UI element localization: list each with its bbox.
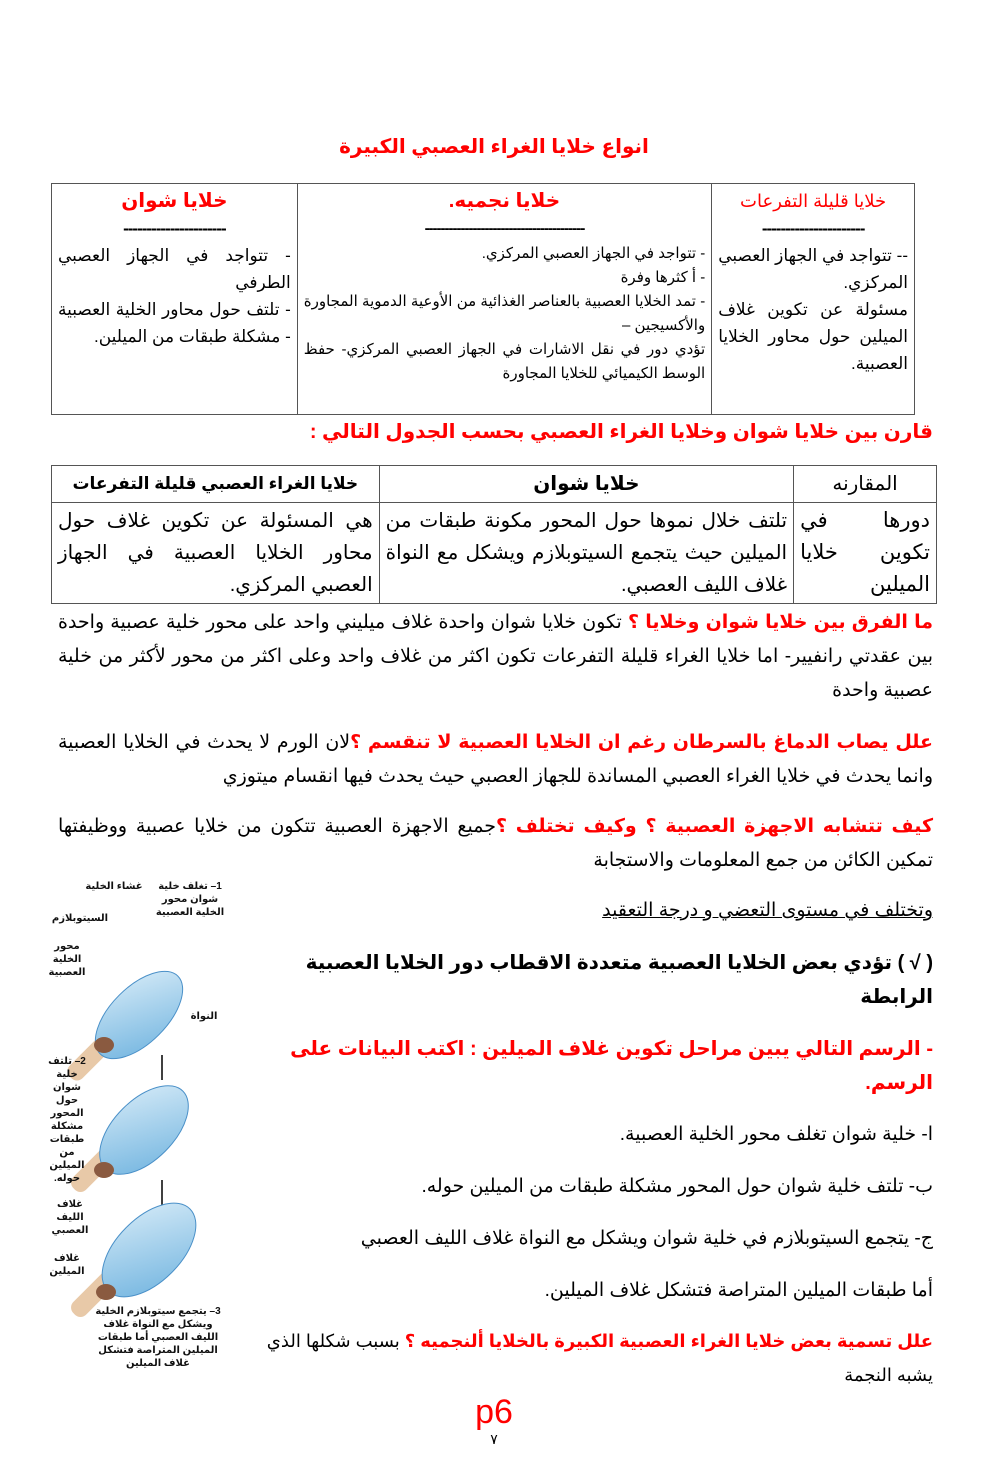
label-step2: 2– تلتف خلية شوان حول المحور مشكلة طبقات من الميلين حوله. xyxy=(48,1056,86,1184)
answer-text: لان الورم لا يحدث في الخلايا العصبية وانما يحدث في خلايا الغراء العصبي المساندة للجهاز العصبي حيث يحدث فيها انقسام ميتوزي xyxy=(58,732,933,787)
label-step3: 3– يتجمع سيتوبلازم الخلية ويشكل مع النواة غلاف الليف العصبي أما طبقات الميلين المتراصة فتشكل غلاف الميلين xyxy=(95,1306,221,1369)
question-2 xyxy=(51,726,937,794)
answer-blank: ---------------------- xyxy=(123,219,226,238)
glia-types-table xyxy=(51,183,915,415)
label-nucleus: النواة xyxy=(190,1011,218,1022)
comparison-table xyxy=(51,465,937,604)
cell-text: - تتواجد في الجهاز العصبي الطرفي xyxy=(58,246,291,292)
step-c: ج- يتجمع السيتوبلازم في خلية شوان ويشكل مع النواة غلاف الليف العصبي xyxy=(360,1228,933,1249)
column-schwann xyxy=(52,184,298,415)
row-label: دورها في تكوين خلايا الميلين xyxy=(794,503,937,604)
cell-text: -- تتواجد في الجهاز العصبي المركزي. xyxy=(718,246,908,292)
document-page xyxy=(48,0,937,1468)
cell-text: مسئولة عن تكوين غلاف الميلين حول محاور الخلايا العصبية. xyxy=(718,300,908,373)
column-oligodendrocytes xyxy=(712,184,915,415)
page-number: ٧ xyxy=(490,1431,498,1447)
page-title: انواع خلايا الغراء العصبي الكبيرة xyxy=(339,136,649,158)
answer-blank: ---------------------- xyxy=(761,219,865,238)
diagram-prompt: - الرسم التالي يبين مراحل تكوين غلاف الميلين : اكتب البيانات على الرسم. xyxy=(290,1038,933,1094)
header-schwann: خلايا شوان xyxy=(379,466,793,503)
column-header: خلايا شوان xyxy=(121,190,228,212)
compare-prompt: قارن بين خلايا شوان وخلايا الغراء العصبي بحسب الجدول التالي : xyxy=(309,421,933,443)
true-statement: ( √ ) تؤدي بعض الخلايا العصبية متعددة الاقطاب دور الخلايا العصبية الرابطة xyxy=(305,952,933,1008)
question-text: كيف تتشابه الاجهزة العصبية ؟ وكيف تختلف ؟ xyxy=(495,816,933,837)
page-mark: p6 xyxy=(475,1393,513,1431)
question-text: ما الفرق بين خلايا شوان وخلايا ؟ xyxy=(628,612,933,633)
step-d: أما طبقات الميلين المتراصة فتشكل غلاف الميلين. xyxy=(544,1280,933,1301)
cell-text: - أ كثرها وفرة xyxy=(620,269,706,286)
column-header: خلايا نجميه. xyxy=(448,190,561,212)
header-comparison: المقارنه xyxy=(794,466,937,503)
label-myelin: غلاف الميلين xyxy=(49,1253,85,1277)
answer-text: جميع الاجهزة العصبية تتكون من خلايا عصبية ووظيفتها تمكين الكائن من جمع المعلومات والاستجابة xyxy=(58,816,933,871)
header-oligodendrocytes: خلايا الغراء العصبي قليلة التفرعات xyxy=(52,466,380,503)
answer-blank: ---------------------------------------- xyxy=(424,220,585,237)
question-text: علل يصاب الدماغ بالسرطان رغم ان الخلايا العصبية لا تنقسم ؟ xyxy=(350,732,934,753)
question-1 xyxy=(51,606,937,708)
column-header: خلايا قليلة التفرعات xyxy=(740,191,887,211)
answer-text: تكون خلايا شوان واحدة غلاف ميليني واحد على محور خلية عصبية واحدة بين عقدتي رانفيير- اما خلايا الغراء قليلة التفرعات تكون اكثر من غلاف واحد وعلى اكثر من محور لأكثر من خلية عصبية واحدة xyxy=(58,612,933,701)
question-3 xyxy=(51,810,937,878)
cell-oligodendrocytes: هي المسئولة عن تكوين غلاف حول محاور الخلايا العصبية في الجهاز العصبي المركزي. xyxy=(52,503,380,604)
cell-text: - تتواجد في الجهاز العصبي المركزي. xyxy=(481,245,706,262)
step-b: ب- تلتف خلية شوان حول المحور مشكلة طبقات من الميلين حوله. xyxy=(421,1176,933,1197)
column-astrocytes xyxy=(297,184,711,415)
cell-text: - تمد الخلايا العصبية بالعناصر الغذائية من الأوعية الدموية المجاورة والأكسيجين – xyxy=(303,293,706,334)
label-axon: محور الخلية العصبية xyxy=(48,941,86,978)
cell-schwann: تلتف خلال نموها حول المحور مكونة طبقات من الميلين حيث يتجمع السيتوبلازم ويشكل مع النواة غلاف الليف العصبي. xyxy=(379,503,793,604)
myelin-formation-diagram xyxy=(44,880,226,1385)
answer-underlined: وتختلف في مستوى التعضي و درجة التعقيد xyxy=(602,900,933,921)
question-text: علل تسمية بعض خلايا الغراء العصبية الكبيرة بالخلايا ألنجميه ؟ xyxy=(404,1331,933,1351)
label-step1: 1– تغلف خلية شوان محور الخلية العصبية xyxy=(155,881,225,918)
label-neurilemma: غلاف الليف العصبي xyxy=(51,1199,89,1236)
label-cytoplasm: السيتوبلازم xyxy=(51,913,109,924)
cell-text: - تلتف حول محاور الخلية العصبية - مشكلة طبقات من الميلين. xyxy=(58,300,291,346)
answer-text: بسبب شكلها الذي يشبه النجمة xyxy=(266,1331,933,1385)
cell-text: تؤدي دور في نقل الاشارات في الجهاز العصبي المركزي- حفظ الوسط الكيميائي للخلايا المجاورة xyxy=(303,341,706,382)
label-membrane: غشاء الخلية xyxy=(85,881,143,892)
step-a: ا- خلية شوان تغلف محور الخلية العصبية. xyxy=(619,1124,933,1145)
